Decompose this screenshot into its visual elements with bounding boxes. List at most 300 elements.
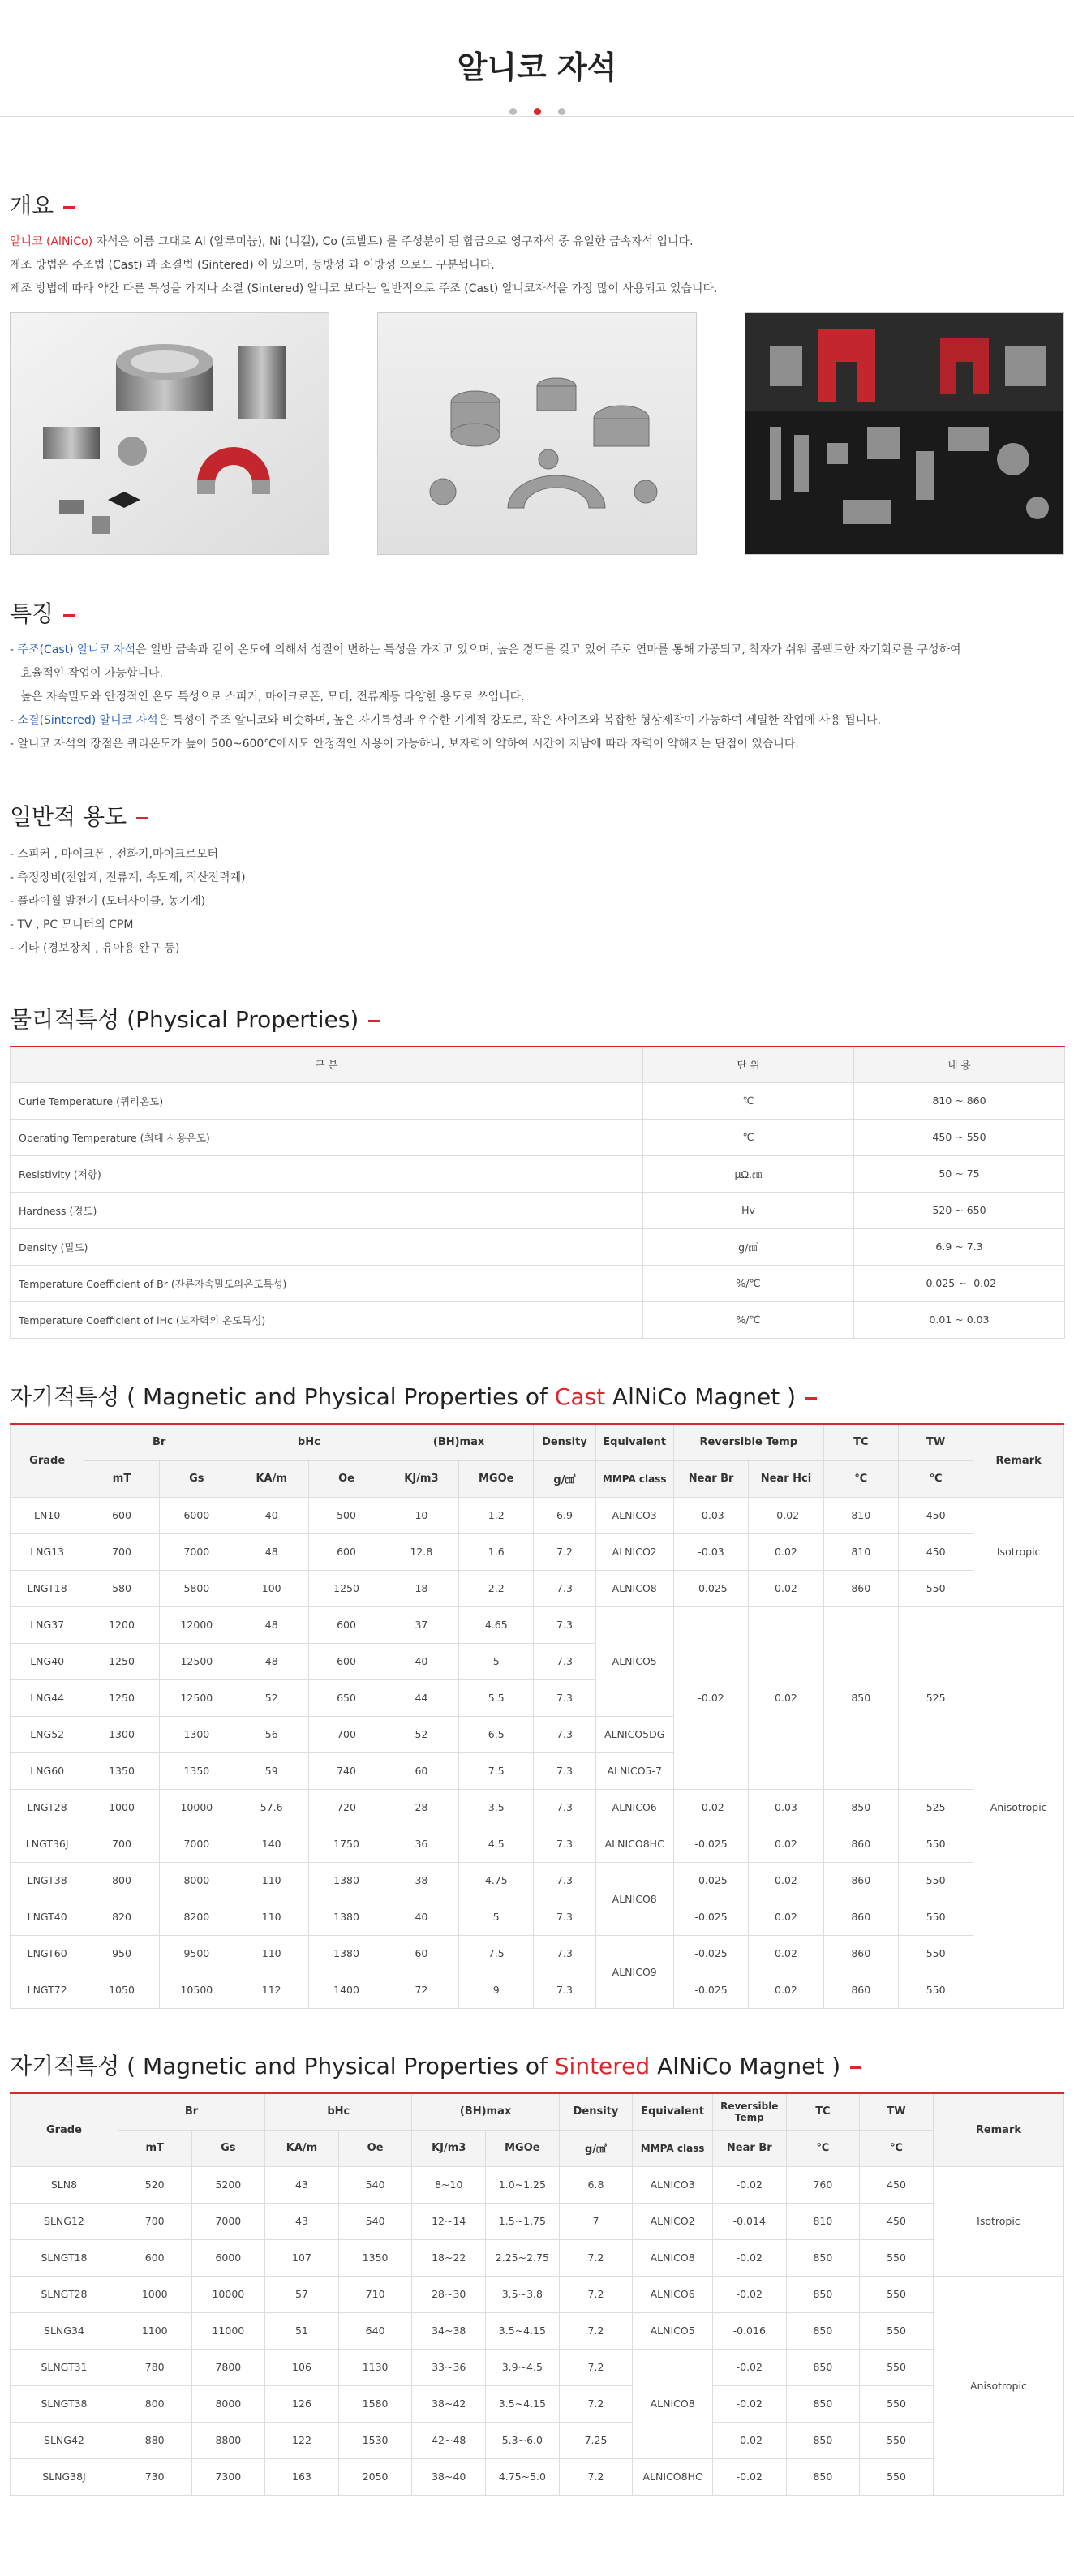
cell: 1350 — [159, 1752, 234, 1789]
cell: 10500 — [159, 1972, 234, 2008]
cell: 4.5 — [459, 1826, 534, 1862]
property-name: Operating Temperature (최대 사용온도) — [11, 1119, 643, 1155]
grade-cell: LNG60 — [11, 1752, 84, 1789]
cell: 0.02 — [749, 1533, 823, 1570]
cell: 540 — [338, 2166, 412, 2203]
cell: 550 — [860, 2422, 934, 2458]
grade-cell: SLNGT18 — [11, 2239, 118, 2276]
cell: 500 — [309, 1497, 384, 1533]
cell: 2.2 — [459, 1570, 534, 1606]
dot-2-active[interactable] — [534, 108, 541, 115]
features-line — [10, 709, 1064, 733]
cell: 7.2 — [534, 1533, 595, 1570]
cell: 7000 — [159, 1533, 234, 1570]
cell: 600 — [309, 1533, 384, 1570]
cell: 600 — [84, 1497, 159, 1533]
cell: 7000 — [191, 2203, 265, 2239]
equiv-merged: ALNICO8 — [595, 1862, 673, 1935]
cell: 6000 — [159, 1497, 234, 1533]
equiv-cell: ALNICO5-7 — [595, 1752, 673, 1789]
cell: -0.025 — [673, 1862, 748, 1899]
table-row — [11, 1935, 1064, 1972]
cell: 9 — [459, 1972, 534, 2008]
cell: -0.02 — [712, 2385, 786, 2422]
features-line — [10, 662, 1064, 686]
cell: 7.2 — [559, 2349, 633, 2385]
table-row — [11, 1899, 1064, 1935]
s-h-remark: Remark — [933, 2093, 1063, 2166]
alnico-photo-3 — [745, 312, 1064, 555]
cell: 1250 — [84, 1679, 159, 1716]
rev-br-merged: -0.02 — [673, 1606, 748, 1789]
cell: 580 — [84, 1570, 159, 1606]
cell: 550 — [860, 2349, 934, 2385]
cell: 550 — [860, 2239, 934, 2276]
photo-row — [10, 312, 1064, 555]
table-row — [11, 1265, 1065, 1301]
cell: 34~38 — [412, 2312, 486, 2349]
property-unit: %/℃ — [643, 1265, 854, 1301]
cell: 550 — [898, 1899, 973, 1935]
cell: 6.8 — [559, 2166, 633, 2203]
use-item: - 플라이휠 발전기 (모터사이클, 농기계) — [10, 895, 206, 908]
cell: 0.02 — [749, 1972, 823, 2008]
s-h-kam: KA/m — [265, 2130, 339, 2166]
cell: ALNICO5 — [633, 2312, 713, 2349]
page-title: 알니코 자석 — [457, 49, 617, 85]
cell: 3.9~4.5 — [486, 2349, 560, 2385]
overview-section — [10, 188, 1064, 301]
cell: 7.2 — [559, 2458, 633, 2495]
cell: 57 — [265, 2276, 339, 2312]
h-equiv: Equivalent — [595, 1424, 673, 1460]
cell: 7.25 — [559, 2422, 633, 2458]
grade-cell: SLNGT38 — [11, 2385, 118, 2422]
cell: 760 — [786, 2166, 860, 2203]
cell: 1250 — [84, 1643, 159, 1679]
property-value: 6.9 ~ 7.3 — [854, 1228, 1065, 1265]
cell: 450 — [860, 2203, 934, 2239]
cell: 1580 — [338, 2385, 412, 2422]
cell: ALNICO3 — [595, 1497, 673, 1533]
sintered-table — [10, 2092, 1064, 2496]
cell: 850 — [786, 2458, 860, 2495]
cell: -0.02 — [712, 2276, 786, 2312]
s-h-mt: mT — [118, 2130, 191, 2166]
cell: -0.025 — [673, 1935, 748, 1972]
cell: -0.025 — [673, 1899, 748, 1935]
grade-cell: LNG13 — [11, 1533, 84, 1570]
overview-text — [10, 230, 1064, 301]
cell: 8800 — [191, 2422, 265, 2458]
cell: 810 — [823, 1497, 898, 1533]
cell: 8200 — [159, 1899, 234, 1935]
features-text: - — [10, 714, 18, 727]
features-text — [10, 639, 1064, 756]
s-h-grade: Grade — [11, 2093, 118, 2166]
cell: 720 — [309, 1789, 384, 1826]
h-tc: TC — [823, 1424, 898, 1460]
property-unit: ℃ — [643, 1082, 854, 1119]
cell: 12.8 — [384, 1533, 458, 1570]
page-header — [0, 0, 1074, 117]
cell: ALNICO8 — [633, 2239, 713, 2276]
cell: 163 — [265, 2458, 339, 2495]
cell: 5 — [459, 1643, 534, 1679]
grade-cell: SLNGT31 — [11, 2349, 118, 2385]
table-row — [11, 1533, 1064, 1570]
cell: 1380 — [309, 1935, 384, 1972]
features-line — [10, 733, 1064, 756]
s-h-density: Density — [559, 2093, 633, 2130]
table-row — [11, 1606, 1064, 1643]
cell: 850 — [786, 2385, 860, 2422]
cell: 3.5~4.15 — [486, 2385, 560, 2422]
h-near-br: Near Br — [673, 1460, 748, 1497]
s-h-oe: Oe — [338, 2130, 412, 2166]
table-row — [11, 1155, 1065, 1192]
features-text: - — [10, 643, 18, 656]
cell: -0.02 — [712, 2166, 786, 2203]
cell: 860 — [823, 1862, 898, 1899]
cell: 550 — [860, 2276, 934, 2312]
table-row — [11, 2422, 1064, 2458]
grade-cell: LNG44 — [11, 1679, 84, 1716]
cell: 110 — [234, 1862, 309, 1899]
h-near-hci: Near Hci — [749, 1460, 823, 1497]
h-density: Density — [534, 1424, 595, 1460]
cell: 550 — [898, 1862, 973, 1899]
cell: 7.3 — [534, 1862, 595, 1899]
cell: 1000 — [84, 1789, 159, 1826]
uses-list — [10, 843, 1064, 961]
cell: 4.65 — [459, 1606, 534, 1643]
table-row — [11, 1972, 1064, 2008]
cell: 1.5~1.75 — [486, 2203, 560, 2239]
grade-cell: LNGT18 — [11, 1570, 84, 1606]
cell: 36 — [384, 1826, 458, 1862]
h-remark: Remark — [973, 1424, 1064, 1497]
grade-cell: SLNG12 — [11, 2203, 118, 2239]
cell: 3.5~4.15 — [486, 2312, 560, 2349]
property-unit: g/㎤ — [643, 1228, 854, 1265]
cell: 7.5 — [459, 1935, 534, 1972]
table-row — [11, 1119, 1065, 1155]
cell: 72 — [384, 1972, 458, 2008]
s-h-kjm3: KJ/m3 — [412, 2130, 486, 2166]
cell: 550 — [898, 1935, 973, 1972]
physical-section — [10, 1002, 1064, 1339]
h-bhmax: (BH)max — [384, 1424, 534, 1460]
overview-text: 알니코 (AlNiCo) — [10, 235, 97, 248]
cell: 10000 — [159, 1789, 234, 1826]
cell: 600 — [118, 2239, 191, 2276]
cell: 450 — [898, 1533, 973, 1570]
property-unit: ℃ — [643, 1119, 854, 1155]
grade-cell: LNG40 — [11, 1643, 84, 1679]
features-section — [10, 596, 1064, 756]
cell: 8000 — [191, 2385, 265, 2422]
cell: -0.025 — [673, 1826, 748, 1862]
property-value: 50 ~ 75 — [854, 1155, 1065, 1192]
cell: 640 — [338, 2312, 412, 2349]
cast-section — [10, 1379, 1064, 2009]
cell: ALNICO8HC — [595, 1826, 673, 1862]
h-tw-unit: ℃ — [898, 1460, 973, 1497]
uses-title: 일반적 용도 — [10, 799, 1064, 832]
cell: -0.014 — [712, 2203, 786, 2239]
rev-hci-merged: 0.02 — [749, 1606, 823, 1789]
cell: 550 — [860, 2312, 934, 2349]
cell: 43 — [265, 2166, 339, 2203]
cell: 57.6 — [234, 1789, 309, 1826]
equiv-merged: ALNICO8 — [633, 2349, 713, 2458]
table-row — [11, 2458, 1064, 2495]
cell: 28 — [384, 1789, 458, 1826]
use-item: - TV , PC 모니터의 CPM — [10, 918, 134, 931]
cell: 710 — [338, 2276, 412, 2312]
table-row — [11, 1497, 1064, 1533]
remark-isotropic: Isotropic — [973, 1497, 1064, 1606]
table-row — [11, 2385, 1064, 2422]
cell: 7.3 — [534, 1679, 595, 1716]
s-h-tc: TC — [786, 2093, 860, 2130]
table-row — [11, 1570, 1064, 1606]
equiv-cell: ALNICO5DG — [595, 1716, 673, 1752]
cell: 8~10 — [412, 2166, 486, 2203]
grade-cell: SLNG42 — [11, 2422, 118, 2458]
cell: 600 — [309, 1606, 384, 1643]
property-name: Temperature Coefficient of iHc (보자력의 온도특성) — [11, 1301, 643, 1338]
cell: 4.75 — [459, 1862, 534, 1899]
s-h-near-br: Near Br — [712, 2130, 786, 2166]
cell: 700 — [84, 1533, 159, 1570]
cell: 6.5 — [459, 1716, 534, 1752]
cell: 7.3 — [534, 1789, 595, 1826]
s-h-tw: TW — [860, 2093, 934, 2130]
cell: -0.02 — [712, 2349, 786, 2385]
cell: 37 — [384, 1606, 458, 1643]
use-item: - 기타 (경보장치 , 유아용 완구 등) — [10, 942, 180, 955]
cell: 525 — [898, 1789, 973, 1826]
property-value: 520 ~ 650 — [854, 1192, 1065, 1228]
cell: 800 — [84, 1862, 159, 1899]
cell: 18~22 — [412, 2239, 486, 2276]
physical-table — [10, 1046, 1065, 1339]
cell: 7.3 — [534, 1716, 595, 1752]
cell: 112 — [234, 1972, 309, 2008]
h-br: Br — [84, 1424, 234, 1460]
cell: 48 — [234, 1643, 309, 1679]
cell: 106 — [265, 2349, 339, 2385]
cell: 4.75~5.0 — [486, 2458, 560, 2495]
grade-cell: SLNG38J — [11, 2458, 118, 2495]
cell: 11000 — [191, 2312, 265, 2349]
table-row — [11, 1789, 1064, 1826]
cell: 38~40 — [412, 2458, 486, 2495]
cell: 0.02 — [749, 1570, 823, 1606]
table-row — [11, 1862, 1064, 1899]
cell: 520 — [118, 2166, 191, 2203]
remark-isotropic: Isotropic — [933, 2166, 1063, 2276]
cell: 7.3 — [534, 1606, 595, 1643]
grade-cell: LNG52 — [11, 1716, 84, 1752]
table-row — [11, 2312, 1064, 2349]
cell: 3.5~3.8 — [486, 2276, 560, 2312]
features-line — [10, 639, 1064, 662]
h-tc-unit: ℃ — [823, 1460, 898, 1497]
cell: 110 — [234, 1899, 309, 1935]
cell: 12~14 — [412, 2203, 486, 2239]
cell: 780 — [118, 2349, 191, 2385]
cell: 810 — [823, 1533, 898, 1570]
cell: 40 — [384, 1643, 458, 1679]
dot-3[interactable] — [558, 108, 565, 115]
overview-text: 제조 방법은 주조법 (Cast) 과 소결법 (Sintered) 이 있으며, 등방성 과 이방성 으로도 구분됩니다. — [10, 259, 495, 272]
property-unit: μΩ.㎝ — [643, 1155, 854, 1192]
cell: 12500 — [159, 1679, 234, 1716]
cell: 730 — [118, 2458, 191, 2495]
tc-merged: 850 — [823, 1606, 898, 1789]
cell: 60 — [384, 1935, 458, 1972]
cell: 59 — [234, 1752, 309, 1789]
cell: 7.3 — [534, 1752, 595, 1789]
cell: 1.2 — [459, 1497, 534, 1533]
alnico-photo-1 — [10, 312, 329, 555]
cell: 540 — [338, 2203, 412, 2239]
cell: 1050 — [84, 1972, 159, 2008]
cell: 1400 — [309, 1972, 384, 2008]
cell: -0.02 — [712, 2458, 786, 2495]
cell: ALNICO8 — [595, 1570, 673, 1606]
cell: 5200 — [191, 2166, 265, 2203]
cell: ALNICO6 — [633, 2276, 713, 2312]
cell: 140 — [234, 1826, 309, 1862]
remark-anisotropic: Anisotropic — [973, 1606, 1064, 2008]
cell: 5.5 — [459, 1679, 534, 1716]
grade-cell: LNGT72 — [11, 1972, 84, 2008]
property-name: Resistivity (저항) — [11, 1155, 643, 1192]
cell: 7.3 — [534, 1935, 595, 1972]
property-name: Temperature Coefficient of Br (잔류자속밀도의온도특성) — [11, 1265, 643, 1301]
cell: 110 — [234, 1935, 309, 1972]
cell: 1300 — [84, 1716, 159, 1752]
cell: 860 — [823, 1935, 898, 1972]
cell: 12000 — [159, 1606, 234, 1643]
property-unit: %/℃ — [643, 1301, 854, 1338]
sintered-title: 자기적특성 ( Magnetic and Physical Properties of Sintered AlNiCo Magnet ) — [10, 2049, 1064, 2081]
s-h-gcm: g/㎤ — [559, 2130, 633, 2166]
use-item: - 측정장비(전압계, 전류계, 속도계, 적산전력계) — [10, 871, 246, 884]
cell: 33~36 — [412, 2349, 486, 2385]
remark-anisotropic: Anisotropic — [933, 2276, 1063, 2495]
property-value: 810 ~ 860 — [854, 1082, 1065, 1119]
s-h-tc-unit: ℃ — [786, 2130, 860, 2166]
table-row — [11, 2203, 1064, 2239]
cell: 5.3~6.0 — [486, 2422, 560, 2458]
cell: -0.025 — [673, 1972, 748, 2008]
use-item: - 스피커 , 마이크폰 , 전화기,마이크로모터 — [10, 848, 219, 861]
cell: 860 — [823, 1826, 898, 1862]
cell: 0.02 — [749, 1826, 823, 1862]
carousel-dots — [0, 108, 1074, 115]
h-gcm: g/㎤ — [534, 1460, 595, 1497]
h-rev: Reversible Temp — [673, 1424, 823, 1460]
cell: 7.3 — [534, 1972, 595, 2008]
uses-section — [10, 799, 1064, 961]
overview-line — [10, 277, 1064, 301]
s-h-mgoe: MGOe — [486, 2130, 560, 2166]
table-row — [11, 1301, 1065, 1338]
cell: 7.2 — [559, 2312, 633, 2349]
cell: 8000 — [159, 1862, 234, 1899]
cell: 550 — [898, 1972, 973, 2008]
overview-line — [10, 230, 1064, 254]
h-mt: mT — [84, 1460, 159, 1497]
cell: 48 — [234, 1533, 309, 1570]
h-oe: Oe — [309, 1460, 384, 1497]
col-header-unit: 단 위 — [643, 1047, 854, 1082]
grade-cell: LNGT28 — [11, 1789, 84, 1826]
cell: 42~48 — [412, 2422, 486, 2458]
cell: 60 — [384, 1752, 458, 1789]
table-row — [11, 1082, 1065, 1119]
cell: 7000 — [159, 1826, 234, 1862]
cell: 700 — [84, 1826, 159, 1862]
cell: 6.9 — [534, 1497, 595, 1533]
overview-text: 제조 방법에 따라 약간 다른 특성을 가지나 소결 (Sintered) 알니코 보다는 일반적으로 주조 (Cast) 알니코자석을 가장 많이 사용되고 있습니다. — [10, 282, 718, 295]
cell: 1000 — [118, 2276, 191, 2312]
grade-cell: SLN8 — [11, 2166, 118, 2203]
s-h-bhc: bHc — [265, 2093, 412, 2130]
s-h-rev: Reversible Temp — [712, 2093, 786, 2130]
table-row — [11, 2166, 1064, 2203]
features-text: 높은 자속밀도와 안정적인 온도 특성으로 스피커, 마이크로폰, 모터, 전류계등 다양한 용도로 쓰입니다. — [10, 690, 525, 703]
cell: 107 — [265, 2239, 339, 2276]
cell: 1350 — [84, 1752, 159, 1789]
cell: 0.02 — [749, 1862, 823, 1899]
h-mgoe: MGOe — [459, 1460, 534, 1497]
cell: -0.03 — [673, 1497, 748, 1533]
cell: 1.0~1.25 — [486, 2166, 560, 2203]
cell: 7.3 — [534, 1826, 595, 1862]
cast-title: 자기적특성 ( Magnetic and Physical Properties of Cast AlNiCo Magnet ) — [10, 1379, 1064, 1412]
cell: 650 — [309, 1679, 384, 1716]
cell: 850 — [786, 2239, 860, 2276]
cell: 56 — [234, 1716, 309, 1752]
cell: 820 — [84, 1899, 159, 1935]
property-value: 450 ~ 550 — [854, 1119, 1065, 1155]
cell: 740 — [309, 1752, 384, 1789]
table-row — [11, 1228, 1065, 1265]
col-header-value: 내 용 — [854, 1047, 1065, 1082]
cell: 850 — [823, 1789, 898, 1826]
cell: 43 — [265, 2203, 339, 2239]
cell: 126 — [265, 2385, 339, 2422]
cell: 850 — [786, 2312, 860, 2349]
cell: 2050 — [338, 2458, 412, 2495]
grade-cell: SLNG34 — [11, 2312, 118, 2349]
grade-cell: LN10 — [11, 1497, 84, 1533]
col-header-category: 구 분 — [11, 1047, 643, 1082]
cell: 18 — [384, 1570, 458, 1606]
cell: 860 — [823, 1570, 898, 1606]
cell: 1300 — [159, 1716, 234, 1752]
h-kam: KA/m — [234, 1460, 309, 1497]
cell: 40 — [234, 1497, 309, 1533]
dot-1[interactable] — [509, 108, 517, 115]
h-tw: TW — [898, 1424, 973, 1460]
